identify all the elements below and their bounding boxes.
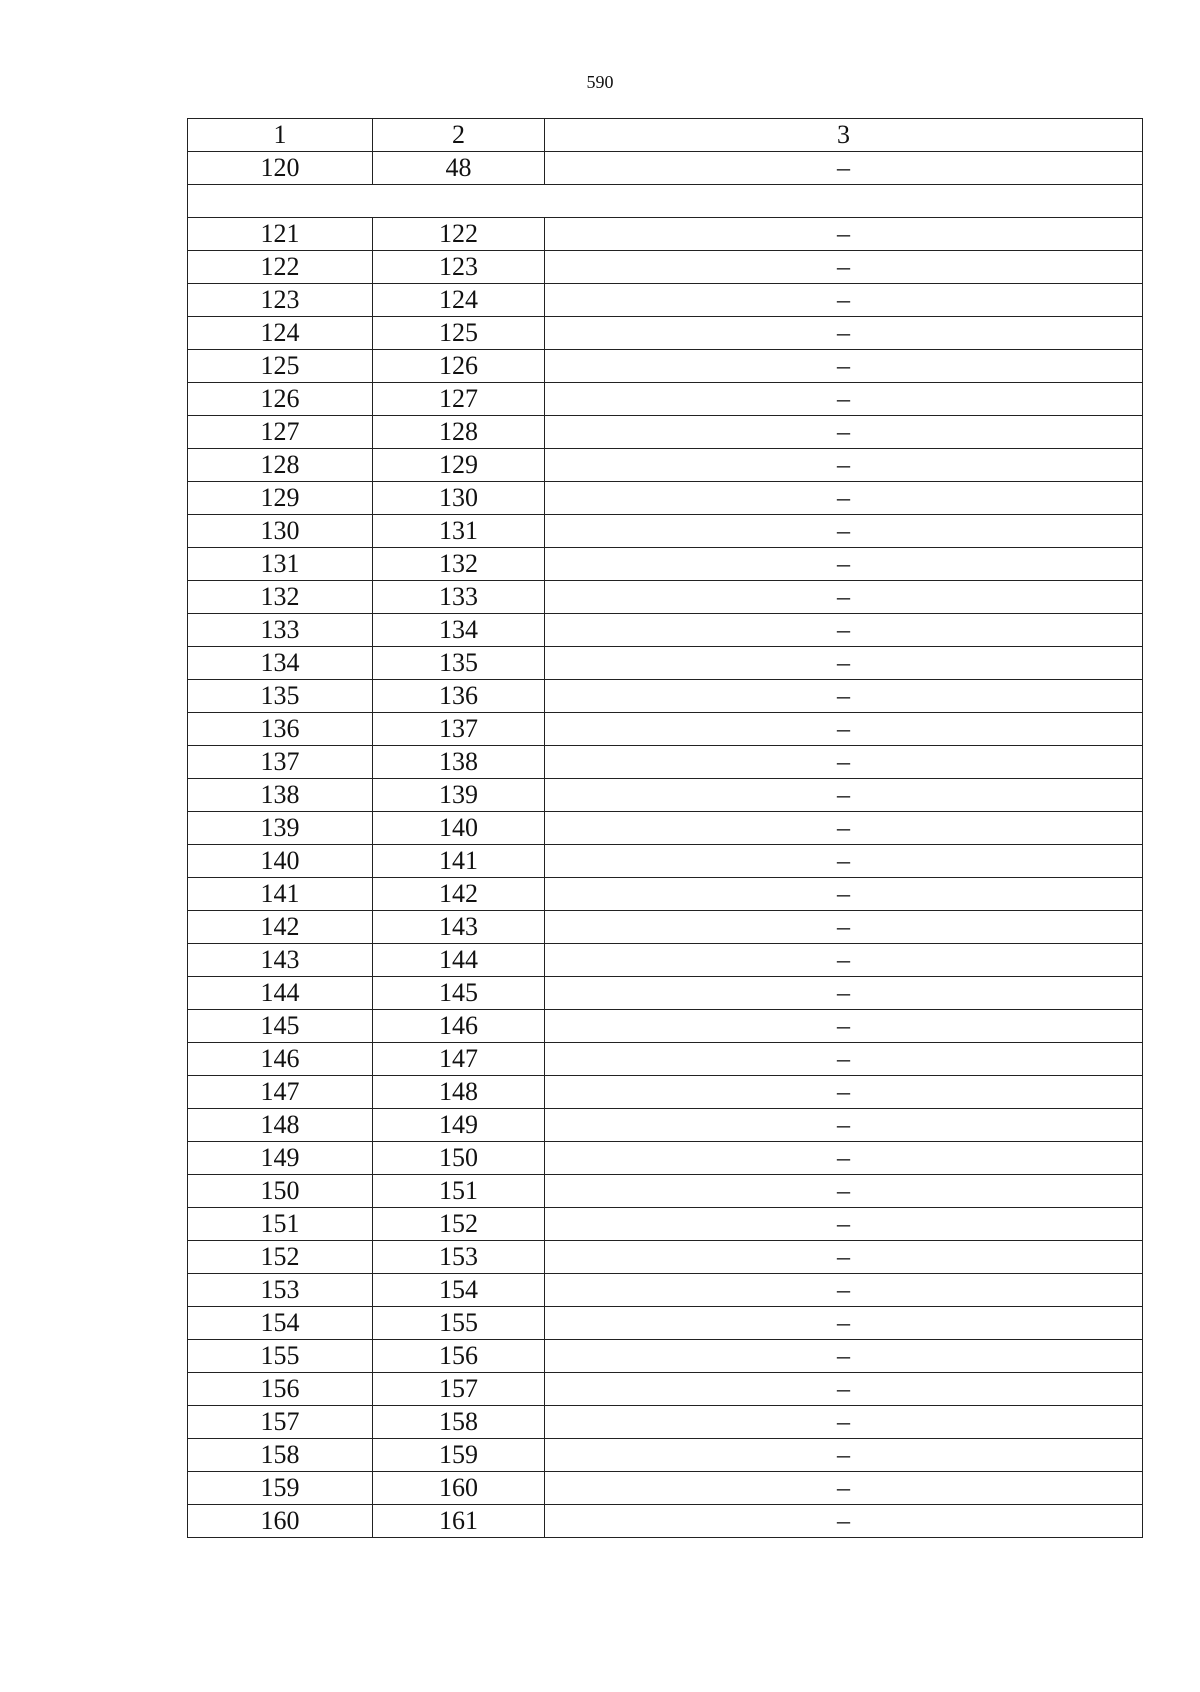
table-cell: – xyxy=(545,1010,1143,1043)
table-cell: 149 xyxy=(188,1142,373,1175)
table-cell: – xyxy=(545,779,1143,812)
table-cell: 132 xyxy=(373,548,545,581)
table-row xyxy=(188,416,1143,449)
table-row xyxy=(188,383,1143,416)
table-cell: 137 xyxy=(188,746,373,779)
table-cell: 141 xyxy=(373,845,545,878)
table-cell: – xyxy=(545,449,1143,482)
table-cell: 133 xyxy=(188,614,373,647)
table-row xyxy=(188,1472,1143,1505)
table-cell: 131 xyxy=(188,548,373,581)
table-cell: 145 xyxy=(373,977,545,1010)
table-cell: 139 xyxy=(188,812,373,845)
table-cell: 142 xyxy=(188,911,373,944)
table-cell: 140 xyxy=(188,845,373,878)
table-cell: 149 xyxy=(373,1109,545,1142)
table-cell: 141 xyxy=(188,878,373,911)
table-row xyxy=(188,1076,1143,1109)
table-cell: 142 xyxy=(373,878,545,911)
table-cell: 128 xyxy=(188,449,373,482)
table-cell: 121 xyxy=(188,218,373,251)
table-row xyxy=(188,1208,1143,1241)
table-cell: 122 xyxy=(373,218,545,251)
table-header-row xyxy=(188,119,1143,152)
table-cell: 126 xyxy=(188,383,373,416)
table-cell: – xyxy=(545,812,1143,845)
table-cell: 143 xyxy=(373,911,545,944)
table-row xyxy=(188,152,1143,185)
table-cell: 122 xyxy=(188,251,373,284)
table-cell: – xyxy=(545,383,1143,416)
table-row xyxy=(188,779,1143,812)
table-cell: 127 xyxy=(373,383,545,416)
table-cell: – xyxy=(545,152,1143,185)
table-cell: – xyxy=(545,218,1143,251)
table-cell: – xyxy=(545,944,1143,977)
table-cell: 125 xyxy=(188,350,373,383)
table-cell: 128 xyxy=(373,416,545,449)
table-cell: 148 xyxy=(373,1076,545,1109)
table-cell: 150 xyxy=(188,1175,373,1208)
table-cell: 151 xyxy=(373,1175,545,1208)
table-row xyxy=(188,1505,1143,1538)
table-row xyxy=(188,251,1143,284)
table-cell: 152 xyxy=(188,1241,373,1274)
table-cell: – xyxy=(545,845,1143,878)
table-cell: 144 xyxy=(373,944,545,977)
table-row xyxy=(188,944,1143,977)
table-cell: 153 xyxy=(188,1274,373,1307)
table-cell: 152 xyxy=(373,1208,545,1241)
table-cell: 150 xyxy=(373,1142,545,1175)
table-row xyxy=(188,482,1143,515)
table-cell: 155 xyxy=(188,1340,373,1373)
table-row xyxy=(188,1340,1143,1373)
table-cell: 158 xyxy=(373,1406,545,1439)
table-cell: 156 xyxy=(373,1340,545,1373)
table-cell: – xyxy=(545,1175,1143,1208)
table-row xyxy=(188,1307,1143,1340)
table-row xyxy=(188,1439,1143,1472)
table-row xyxy=(188,878,1143,911)
table-cell: 154 xyxy=(188,1307,373,1340)
table-cell: 147 xyxy=(188,1076,373,1109)
empty-cell xyxy=(188,185,1143,218)
table-cell: 147 xyxy=(373,1043,545,1076)
data-table xyxy=(187,118,1143,1538)
table-cell: 129 xyxy=(188,482,373,515)
table-cell: – xyxy=(545,977,1143,1010)
table-cell: 129 xyxy=(373,449,545,482)
table-cell: – xyxy=(545,482,1143,515)
table-cell: – xyxy=(545,647,1143,680)
table-row xyxy=(188,812,1143,845)
table-cell: – xyxy=(545,1109,1143,1142)
column-header: 1 xyxy=(188,119,373,152)
table-cell: 133 xyxy=(373,581,545,614)
table-cell: – xyxy=(545,251,1143,284)
table-cell: – xyxy=(545,1505,1143,1538)
table-cell: – xyxy=(545,911,1143,944)
table-cell: – xyxy=(545,1373,1143,1406)
column-header: 3 xyxy=(545,119,1143,152)
table-cell: 157 xyxy=(188,1406,373,1439)
table-row xyxy=(188,1175,1143,1208)
table-cell: 146 xyxy=(188,1043,373,1076)
table-row xyxy=(188,218,1143,251)
table-row xyxy=(188,1241,1143,1274)
table-cell: 123 xyxy=(373,251,545,284)
table-cell: 126 xyxy=(373,350,545,383)
table-cell: 135 xyxy=(188,680,373,713)
table-cell: 157 xyxy=(373,1373,545,1406)
table-cell: – xyxy=(545,284,1143,317)
table-cell: – xyxy=(545,1439,1143,1472)
table-row xyxy=(188,350,1143,383)
table-cell: – xyxy=(545,416,1143,449)
table-cell: 136 xyxy=(188,713,373,746)
table-row xyxy=(188,515,1143,548)
table-cell: 146 xyxy=(373,1010,545,1043)
table-cell: 144 xyxy=(188,977,373,1010)
table-row xyxy=(188,284,1143,317)
table-cell: 131 xyxy=(373,515,545,548)
table-cell: 148 xyxy=(188,1109,373,1142)
table-cell: 127 xyxy=(188,416,373,449)
table-row xyxy=(188,548,1143,581)
table-cell: 159 xyxy=(373,1439,545,1472)
table-cell: – xyxy=(545,1142,1143,1175)
table-row xyxy=(188,1109,1143,1142)
table-cell: 130 xyxy=(188,515,373,548)
table-row xyxy=(188,1274,1143,1307)
table-cell: 161 xyxy=(373,1505,545,1538)
table-row xyxy=(188,746,1143,779)
table-cell: 134 xyxy=(188,647,373,680)
table-row xyxy=(188,449,1143,482)
table-row xyxy=(188,317,1143,350)
table-cell: – xyxy=(545,1340,1143,1373)
table-cell: – xyxy=(545,317,1143,350)
table-row xyxy=(188,1373,1143,1406)
table-cell: – xyxy=(545,548,1143,581)
table-row xyxy=(188,1142,1143,1175)
table-cell: 138 xyxy=(188,779,373,812)
page-number: 590 xyxy=(586,72,614,92)
table-cell: 153 xyxy=(373,1241,545,1274)
table-cell: – xyxy=(545,614,1143,647)
table-cell: – xyxy=(545,1043,1143,1076)
table-cell: 124 xyxy=(373,284,545,317)
table-row xyxy=(188,680,1143,713)
table-row xyxy=(188,1010,1143,1043)
table-cell: 155 xyxy=(373,1307,545,1340)
empty-spacer-row xyxy=(188,185,1143,218)
table-cell: – xyxy=(545,1274,1143,1307)
table-row xyxy=(188,977,1143,1010)
table-cell: – xyxy=(545,1208,1143,1241)
table-row xyxy=(188,845,1143,878)
table-cell: 130 xyxy=(373,482,545,515)
table-cell: – xyxy=(545,1241,1143,1274)
table-cell: 136 xyxy=(373,680,545,713)
table-cell: 158 xyxy=(188,1439,373,1472)
table-cell: 123 xyxy=(188,284,373,317)
table-cell: 134 xyxy=(373,614,545,647)
table-cell: 160 xyxy=(373,1472,545,1505)
table-cell: – xyxy=(545,746,1143,779)
table-cell: 143 xyxy=(188,944,373,977)
table-cell: 156 xyxy=(188,1373,373,1406)
table-row xyxy=(188,1406,1143,1439)
table-cell: 138 xyxy=(373,746,545,779)
table-cell: 145 xyxy=(188,1010,373,1043)
table-cell: – xyxy=(545,1406,1143,1439)
table-cell: 154 xyxy=(373,1274,545,1307)
table-cell: 135 xyxy=(373,647,545,680)
table-cell: 48 xyxy=(373,152,545,185)
table-row xyxy=(188,581,1143,614)
table-cell: 160 xyxy=(188,1505,373,1538)
table-row xyxy=(188,614,1143,647)
table-cell: 124 xyxy=(188,317,373,350)
table-cell: 120 xyxy=(188,152,373,185)
table-row xyxy=(188,713,1143,746)
table-cell: – xyxy=(545,515,1143,548)
table-cell: 125 xyxy=(373,317,545,350)
table-row xyxy=(188,647,1143,680)
table-cell: – xyxy=(545,680,1143,713)
table-cell: 159 xyxy=(188,1472,373,1505)
table-cell: – xyxy=(545,350,1143,383)
column-header: 2 xyxy=(373,119,545,152)
table-cell: – xyxy=(545,581,1143,614)
table-cell: 140 xyxy=(373,812,545,845)
table-cell: 137 xyxy=(373,713,545,746)
table-body xyxy=(188,119,1143,1538)
table-cell: – xyxy=(545,1307,1143,1340)
table-row xyxy=(188,911,1143,944)
table-cell: – xyxy=(545,713,1143,746)
table-cell: 132 xyxy=(188,581,373,614)
table-cell: – xyxy=(545,1076,1143,1109)
table-cell: – xyxy=(545,1472,1143,1505)
table-cell: 139 xyxy=(373,779,545,812)
table-cell: 151 xyxy=(188,1208,373,1241)
table-cell: – xyxy=(545,878,1143,911)
table-row xyxy=(188,1043,1143,1076)
